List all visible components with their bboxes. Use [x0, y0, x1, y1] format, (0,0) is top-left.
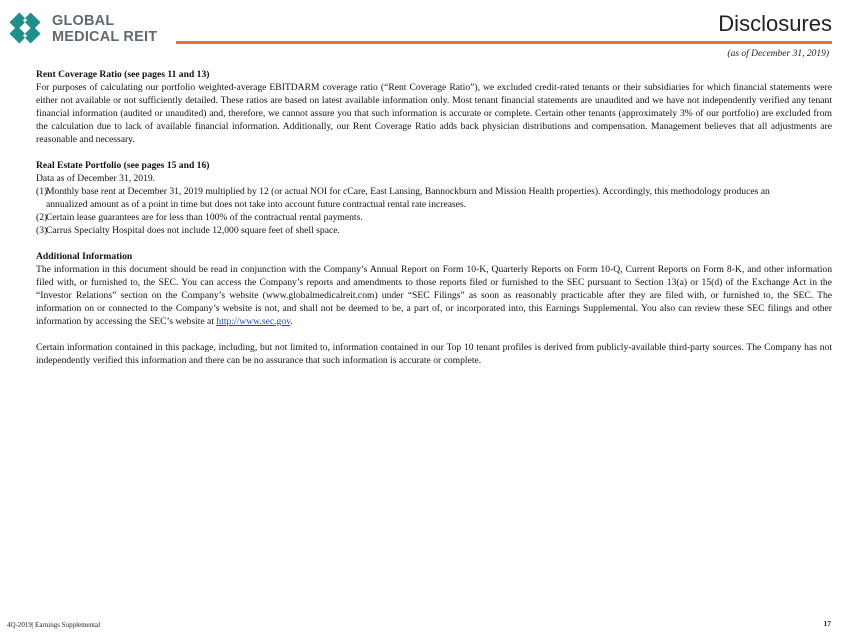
logo-line-1: GLOBAL	[52, 13, 115, 29]
as-of-date: (as of December 31, 2019)	[727, 49, 829, 59]
footnote-number: (1)	[36, 186, 48, 197]
real-estate-section	[36, 159, 832, 237]
footer-label: 4Q-2019| Earnings Supplemental	[7, 621, 101, 629]
rent-coverage-section	[36, 68, 832, 146]
global-medical-reit-logo-icon	[4, 7, 46, 49]
additional-info-text	[36, 263, 832, 328]
third-party-sources-text: Certain information contained in this package, including, but not limited to, information contained in our Top 10 tenant profiles is derived from publicly-available third-party sources. The Company has not independently verified this information and there can be no assurance that such information is accurate or complete.	[36, 342, 832, 366]
page-title: Disclosures	[718, 11, 832, 36]
sec-website-link[interactable]: http://www.sec.gov	[216, 316, 291, 327]
footnote-number: (2)	[36, 212, 48, 223]
additional-info-body: The information in this document should be read in conjunction with the Company’s Annual Report on Form 10-K, Quarterly Reports on Form 10-Q, Current Reports on Form 8-K, and other information filed with, or furnished to, the SEC. You can access the Company’s reports and amendments to those reports filed or furnished to the SEC pursuant to Section 13(a) or 15(d) of the Exchange Act in the “Investor Relations” section on the Company’s website (www.globalmedicalreit.com) under “SEC Filings” as soon as reasonably practicable after they are filed with, or furnished to, the SEC. The information on or connected to the Company’s website is not, and shall not be deemed to be, a part of, or incorporated into, this Earnings Supplemental. You also can review these SEC filings and other information by accessing the SEC’s website at	[36, 264, 832, 327]
real-estate-date-line: Data as of December 31, 2019.	[36, 173, 156, 184]
page-number: 17	[823, 619, 831, 628]
footnote-text: Carrus Specialty Hospital does not include 12,000 square feet of shell space.	[46, 225, 340, 236]
disclosures-body	[36, 68, 832, 367]
footnote-item	[36, 185, 832, 211]
real-estate-heading: Real Estate Portfolio (see pages 15 and 16)	[36, 160, 210, 171]
link-suffix: .	[290, 316, 293, 327]
additional-info-section	[36, 250, 832, 328]
logo-line-2: MEDICAL REIT	[52, 29, 158, 45]
additional-info-heading: Additional Information	[36, 251, 133, 262]
logo-wordmark	[52, 13, 157, 45]
footnote-number: (3)	[36, 225, 48, 236]
title-divider	[176, 41, 832, 44]
footnote-text: Monthly base rent at December 31, 2019 multiplied by 12 (or actual NOI for cCare, East Lansing, Bannockburn and Mission Health properties). Accordingly, this methodology produces an annualized amount as of a point in time but does not take into account future contractual rental rate increases.	[46, 186, 770, 210]
footnote-item	[36, 211, 832, 224]
footnote-text: Certain lease guarantees are for less than 100% of the contractual rental payments.	[46, 212, 363, 223]
rent-coverage-text: For purposes of calculating our portfolio weighted-average EBITDARM coverage ratio (“Rent Coverage Ratio”), we excluded credit-rated tenants or their subsidiaries for which financial statements were either not available or not sufficiently detailed. These ratios are based on latest available information only. Most tenant financial statements are unaudited and we have not independently verified any tenant financial information (audited or unaudited) and, therefore, we cannot assure you that such information is accurate or complete. Certain other tenants (approximately 3% of our portfolio) are excluded from the calculation due to lack of available financial information. Additionally, our Rent Coverage Ratio adds back physician distributions and compensation. Management believes that all adjustments are reasonable and necessary.	[36, 82, 832, 145]
footnote-item	[36, 224, 832, 237]
rent-coverage-heading: Rent Coverage Ratio (see pages 11 and 13)	[36, 69, 210, 80]
